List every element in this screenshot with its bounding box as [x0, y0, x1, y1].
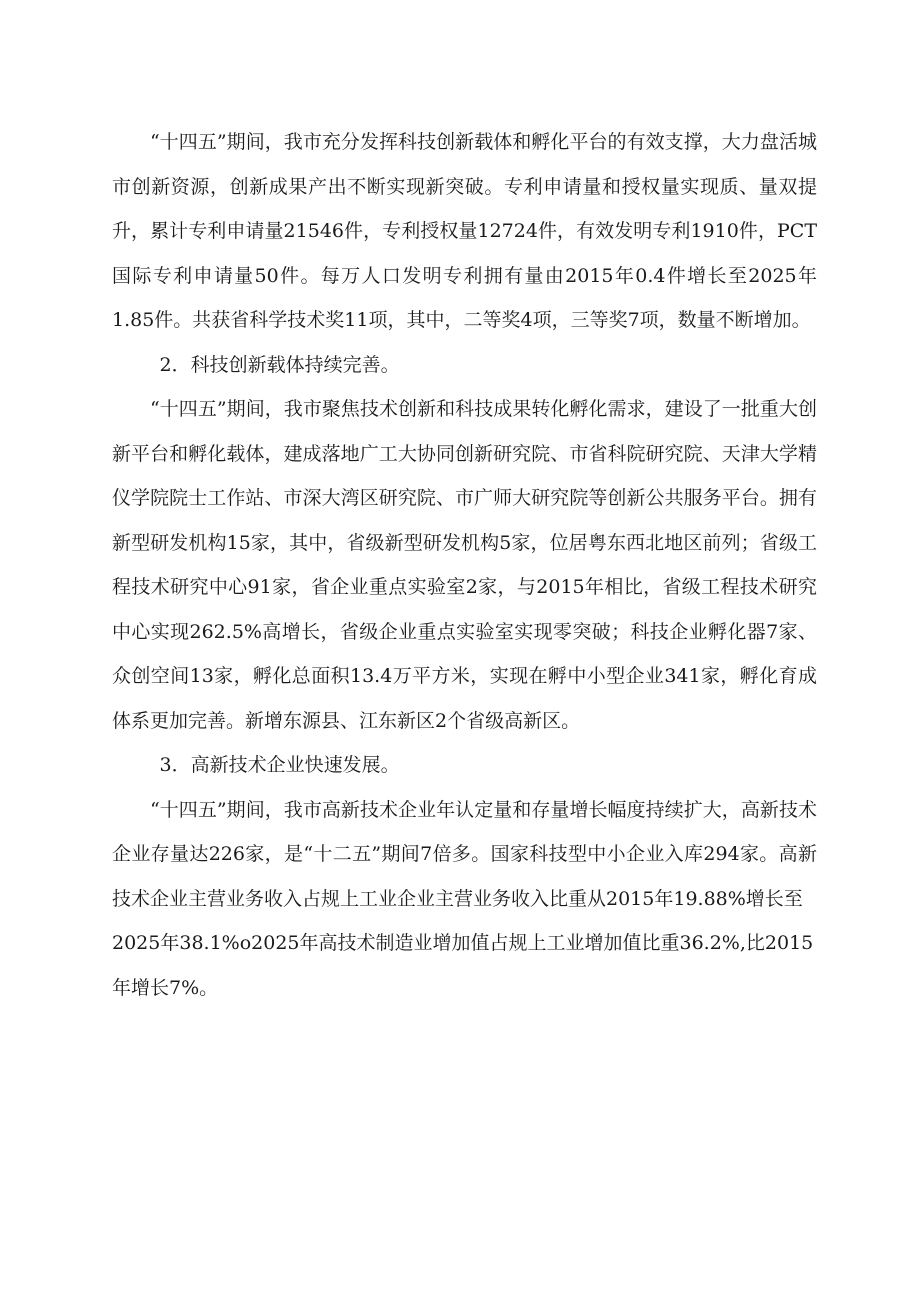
- document-body: [112, 120, 817, 1010]
- paragraph-high-tech-ratio: 2025年38.1%o2025年高技术制造业增加值占规上工业增加值比重36.2%,比2015年增长7%。: [112, 932, 814, 999]
- section-heading-high-tech-enterprises: 3．高新技术企业快速发展。: [159, 754, 400, 776]
- paragraph-innovation-platforms: “十四五”期间，我市聚焦技术创新和科技成果转化孵化需求，建设了一批重大创新平台和孵化载体，建成落地广工大协同创新研究院、市省科院研究院、天津大学精仪学院院士工作站、市深大湾区研究院、市广师大研究院等创新公共服务平台。拥有新型研发机构15家，其中，省级新型研发机构5家，位居粤东西北地区前列；省级工程技术研究中心91家，省企业重点实验室2家，与2015年相比，省级工程技术研究中心实现262.5%高增长，省级企业重点实验室实现零突破；科技企业孵化器7家、众创空间13家，孵化总面积13.4万平方米，实现在孵中小型企业341家，孵化育成体系更加完善。新增东源县、江东新区2个省级高新区。: [112, 398, 817, 732]
- section-heading-innovation-carriers: 2．科技创新载体持续完善。: [159, 353, 400, 376]
- paragraph-patent-achievements: “十四五”期间，我市充分发挥科技创新载体和孵化平台的有效支撑，大力盘活城市创新资源，创新成果产出不断实现新突破。专利申请量和授权量实现质、量双提升，累计专利申请量21546件，专利授权量12724件，有效发明专利1910件，PCT国际专利申请量50件。每万人口发明专利拥有量由2015年0.4件增长至2025年1.85件。共获省科学技术奖11项，其中，二等奖4项，三等奖7项，数量不断增加。: [112, 131, 817, 331]
- paragraph-high-tech-growth: “十四五”期间，我市高新技术企业年认定量和存量增长幅度持续扩大，高新技术企业存量达226家，是“十二五”期间7倍多。国家科技型中小企业入库294家。高新技术企业主营业务收入占规上工业企业主营业务收入比重从2015年19.88%增长至: [112, 798, 817, 910]
